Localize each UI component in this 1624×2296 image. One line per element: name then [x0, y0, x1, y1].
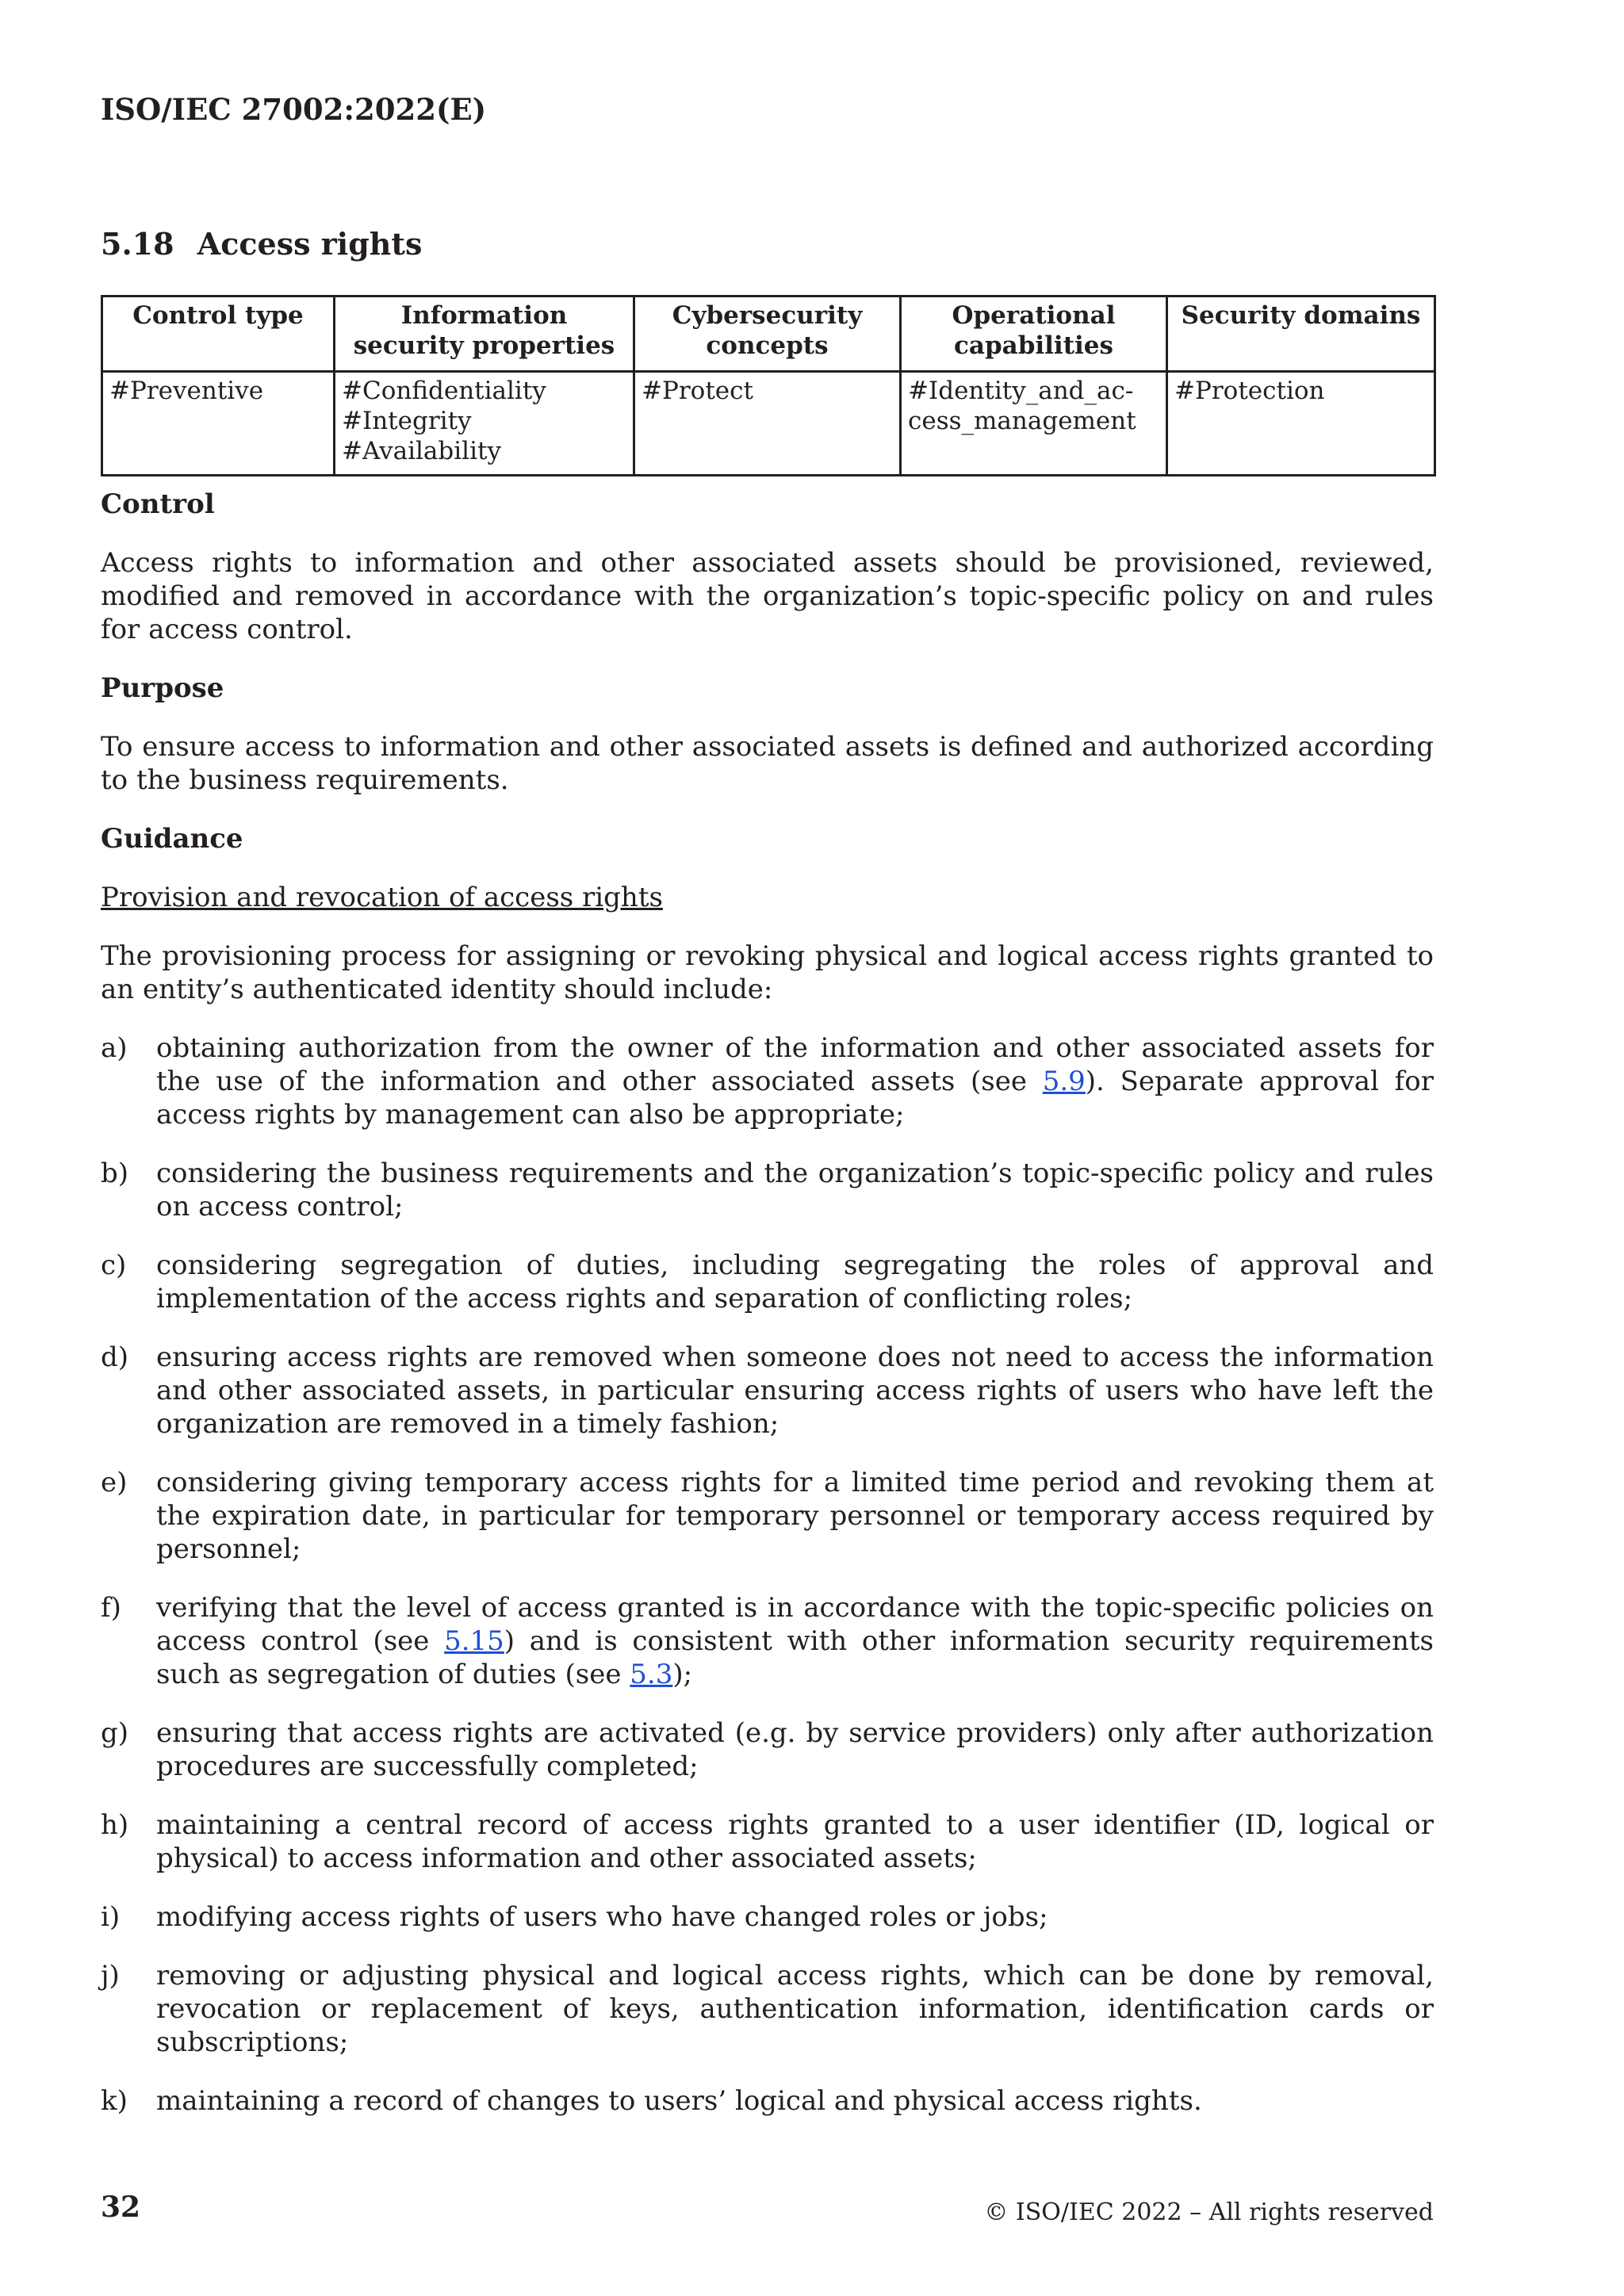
- list-marker: a): [101, 1032, 128, 1064]
- cell-text-line: #Protection: [1174, 377, 1325, 405]
- main-content: [101, 488, 1434, 2143]
- list-item: [101, 2084, 1434, 2118]
- clause-reference-link[interactable]: 5.9: [1042, 1066, 1086, 1097]
- section-title: [101, 226, 422, 262]
- cell-text-line: #Protect: [642, 377, 753, 405]
- cell-text-line: #Identity_and_ac-: [908, 377, 1134, 405]
- list-item-text: verifying that the level of access granted is in accordance with the topic-specific policies on access control (see: [156, 1592, 1434, 1657]
- table-header-row: [102, 297, 1435, 372]
- section-title-text: Access rights: [197, 226, 423, 262]
- list-marker: c): [101, 1249, 127, 1281]
- list-item-text: maintaining a record of changes to users’ logical and physical access rights.: [156, 2085, 1202, 2117]
- list-item: [101, 1341, 1434, 1441]
- list-item-text: ) and is consistent with other information security requirements such as segregation of duties (see: [156, 1625, 1434, 1690]
- table-cell: [634, 372, 901, 476]
- list-item: [101, 1249, 1434, 1315]
- list-marker: j): [101, 1960, 120, 1992]
- list-item: [101, 1808, 1434, 1875]
- list-item-text: considering segregation of duties, including segregating the roles of approval and implementation of the access rights and separation of conflicting roles;: [156, 1249, 1434, 1314]
- table-header-cell: [335, 297, 634, 372]
- clause-reference-link[interactable]: 5.3: [630, 1659, 673, 1690]
- guidance-heading: Guidance: [101, 823, 243, 855]
- cell-text-line: Information: [400, 301, 568, 330]
- list-item-text: considering the business requirements and the organization’s topic-specific policy and rules on access control;: [156, 1158, 1434, 1223]
- cell-text-line: Operational: [952, 301, 1116, 330]
- table-header-cell: [102, 297, 335, 372]
- page-number: 32: [101, 2191, 141, 2224]
- cell-text-line: Cybersecurity: [672, 301, 863, 330]
- table-row: [102, 372, 1435, 476]
- list-marker: d): [101, 1341, 129, 1373]
- list-marker: f): [101, 1592, 121, 1624]
- cell-text-line: #Availability: [342, 437, 501, 465]
- list-item: [101, 1157, 1434, 1223]
- table-header-cell: [634, 297, 901, 372]
- list-item: [101, 1591, 1434, 1691]
- list-item-text: );: [672, 1659, 693, 1690]
- cell-text-line: security properties: [353, 331, 615, 360]
- cell-text-line: Control type: [132, 301, 304, 330]
- list-marker: i): [101, 1901, 121, 1933]
- guidance-intro: The provisioning process for assigning or revoking physical and logical access rights granted to an entity’s authenticated identity should include:: [101, 940, 1434, 1005]
- list-marker: k): [101, 2085, 128, 2117]
- table-header-cell: [901, 297, 1167, 372]
- attributes-table: [101, 295, 1436, 476]
- list-item-text: modifying access rights of users who have changed roles or jobs;: [156, 1901, 1048, 1933]
- guidance-list: [101, 1031, 1434, 2118]
- list-item-text: ensuring that access rights are activated (e.g. by service providers) only after authorization procedures are successfully completed;: [156, 1717, 1434, 1782]
- guidance-subheading: Provision and revocation of access rights: [101, 882, 663, 913]
- control-heading: Control: [101, 488, 215, 520]
- list-item-text: maintaining a central record of access rights granted to a user identifier (ID, logical or physical) to access information and other associated assets;: [156, 1809, 1434, 1874]
- table-cell: [1167, 372, 1435, 476]
- cell-text-line: #Preventive: [109, 377, 264, 405]
- table-cell: [901, 372, 1167, 476]
- purpose-text: To ensure access to information and other associated assets is defined and authorized according to the business requirements.: [101, 731, 1434, 796]
- list-item: [101, 1716, 1434, 1783]
- list-item-text: ). Separate approval for access rights by management can also be appropriate;: [156, 1066, 1434, 1131]
- list-item: [101, 1959, 1434, 2059]
- list-item-text: ensuring access rights are removed when someone does not need to access the information and other associated assets, in particular ensuring access rights of users who have left the organization are removed in a timely fashion;: [156, 1341, 1434, 1440]
- cell-text-line: Security domains: [1181, 301, 1421, 330]
- list-item: [101, 1031, 1434, 1131]
- list-item-text: removing or adjusting physical and logical access rights, which can be done by removal, revocation or replacement of keys, authentication information, identification cards or subscriptions;: [156, 1960, 1434, 2058]
- cell-text-line: #Integrity: [342, 407, 472, 435]
- document-identifier: ISO/IEC 27002:2022(E): [101, 92, 487, 127]
- list-item-text: considering giving temporary access rights for a limited time period and revoking them at the expiration date, in particular for temporary personnel or temporary access required by personnel;: [156, 1467, 1434, 1565]
- list-marker: g): [101, 1717, 129, 1749]
- copyright-notice: © ISO/IEC 2022 – All rights reserved: [984, 2198, 1434, 2226]
- table-header-cell: [1167, 297, 1435, 372]
- cell-text-line: concepts: [706, 331, 829, 360]
- cell-text-line: capabilities: [953, 331, 1113, 360]
- table-cell: [102, 372, 335, 476]
- list-marker: e): [101, 1467, 128, 1498]
- table-cell: [335, 372, 634, 476]
- list-item: [101, 1900, 1434, 1934]
- cell-text-line: #Confidentiality: [342, 377, 546, 405]
- purpose-heading: Purpose: [101, 672, 224, 704]
- list-item: [101, 1466, 1434, 1566]
- clause-reference-link[interactable]: 5.15: [444, 1625, 504, 1657]
- list-item-text: obtaining authorization from the owner of the information and other associated assets for the use of the information and other associated assets (see: [156, 1032, 1434, 1097]
- cell-text-line: cess_management: [908, 407, 1136, 435]
- control-text: Access rights to information and other associated assets should be provisioned, reviewed, modified and removed in accordance with the organization’s topic-specific policy on and rules for access control.: [101, 547, 1434, 645]
- section-number: 5.18: [101, 226, 174, 262]
- list-marker: b): [101, 1158, 129, 1189]
- list-marker: h): [101, 1809, 129, 1841]
